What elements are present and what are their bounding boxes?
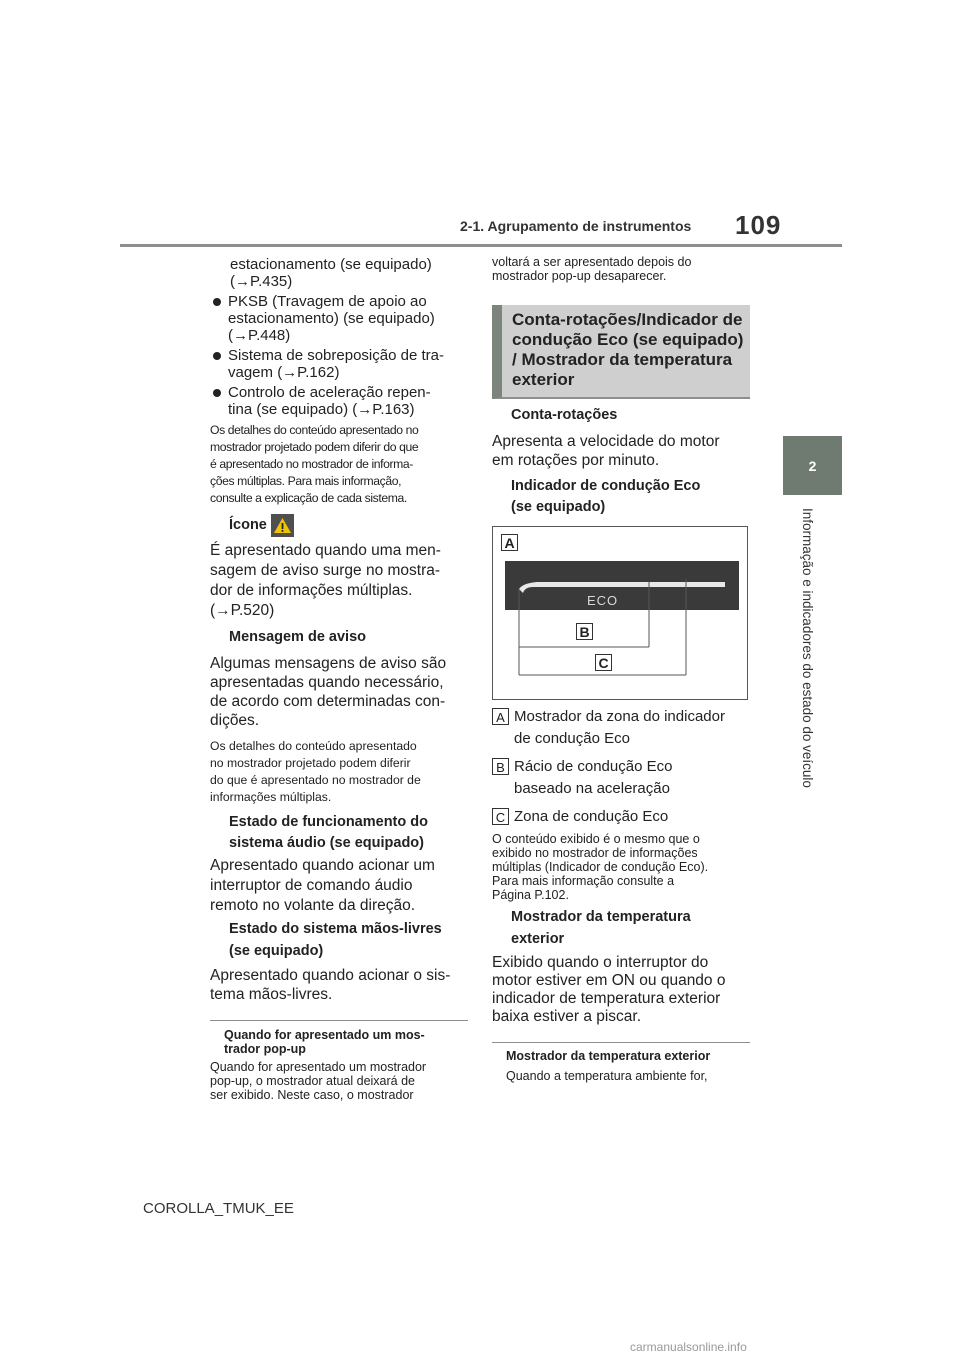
figure-label-b: B (576, 623, 593, 640)
tachometer-description: Apresenta a velocidade do motor em rotações por minuto. (492, 433, 720, 469)
small-note: O conteúdo exibido é o mesmo que o exibido no mostrador de informações múltiplas (Indicador de condução Eco). Para mais informação consulte a Página P.102. (492, 832, 709, 902)
warning-message-subheading: Mensagem de aviso (229, 629, 366, 645)
note-title: Quando for apresentado um mos- trador pop-up (224, 1028, 425, 1056)
figure-label-c: C (595, 654, 612, 671)
right-column (492, 255, 750, 1083)
warning-message-description: Algumas mensagens de aviso são apresentadas quando necessário, de acordo com determinadas con- dições. (210, 655, 447, 729)
chapter-title: Informação e indicadores do estado do veículo (800, 508, 815, 788)
running-header: 2-1. Agrupamento de instrumentos (460, 218, 692, 234)
legend-item-a: A Mostrador da zona do indicador de condução Eco (492, 706, 750, 750)
audio-description: Apresentado quando acionar um interruptor de comando áudio remoto no volante da direção. (210, 857, 435, 914)
warning-icon (271, 514, 294, 537)
section-heading: Conta-rotações/Indicador de condução Eco (se equipado) / Mostrador da temperatura exterior (492, 305, 750, 399)
continued-text: voltará a ser apresentado depois do mostrador pop-up desaparecer. (492, 255, 692, 283)
temperature-subheading: Mostrador da temperatura exterior (511, 909, 691, 947)
footer-model: COROLLA_TMUK_EE (143, 1200, 294, 1217)
figure-label-a: A (501, 534, 518, 551)
page-number: 109 (735, 210, 782, 240)
handsfree-subheading: Estado do sistema mãos-livres (se equipado) (229, 921, 442, 959)
bullet-item: Controlo de aceleração repen- tina (se equipado) (→P.163) (210, 384, 468, 418)
tachometer-subheading: Conta-rotações (511, 407, 618, 423)
chapter-tab[interactable]: 2 (783, 436, 842, 495)
continued-text: estacionamento (se equipado) (→P.435) (230, 256, 432, 290)
header-rule (120, 244, 842, 247)
small-note: Os detalhes do conteúdo apresentado no mostrador projetado podem diferir do que é apresentado no mostrador de informa- ções múltiplas. Para mais informação, consulte a explicação de cada sistema. (210, 423, 419, 505)
eco-diagram (493, 527, 747, 699)
left-column (210, 254, 468, 1102)
temperature-description: Exibido quando o interruptor do motor estiver em ON ou quando o indicador de temperatura exterior baixa estiver a piscar. (492, 954, 726, 1025)
audio-subheading: Estado de funcionamento do sistema áudio (se equipado) (229, 814, 428, 851)
note-title: Mostrador da temperatura exterior (506, 1049, 711, 1063)
watermark: carmanualsonline.info (630, 1340, 747, 1354)
legend-item-b: B Rácio de condução Eco baseado na aceleração (492, 756, 750, 800)
legend-item-c: C Zona de condução Eco (492, 806, 750, 828)
note-text: Quando for apresentado um mostrador pop-up, o mostrador atual deixará de ser exibido. Neste caso, o mostrador (210, 1060, 427, 1102)
eco-indicator-figure (492, 526, 748, 700)
icon-subheading: Ícone (210, 512, 468, 539)
note-text: Quando a temperatura ambiente for, (506, 1069, 708, 1083)
bullet-item: Sistema de sobreposição de tra- vagem (→P.162) (210, 347, 468, 381)
handsfree-description: Apresentado quando acionar o sis- tema mãos-livres. (210, 967, 451, 1003)
small-note: Os detalhes do conteúdo apresentado no mostrador projetado podem diferir do que é apresentado no mostrador de informações múltiplas. (210, 739, 421, 804)
bullet-item: PKSB (Travagem de apoio ao estacionamento) (se equipado) (→P.448) (210, 293, 468, 344)
icon-description: É apresentado quando uma men- sagem de aviso surge no mostra- dor de informações múltiplas. (→P.520) (210, 542, 441, 619)
eco-label: ECO (587, 593, 619, 608)
eco-subheading: Indicador de condução Eco (se equipado) (511, 478, 701, 515)
